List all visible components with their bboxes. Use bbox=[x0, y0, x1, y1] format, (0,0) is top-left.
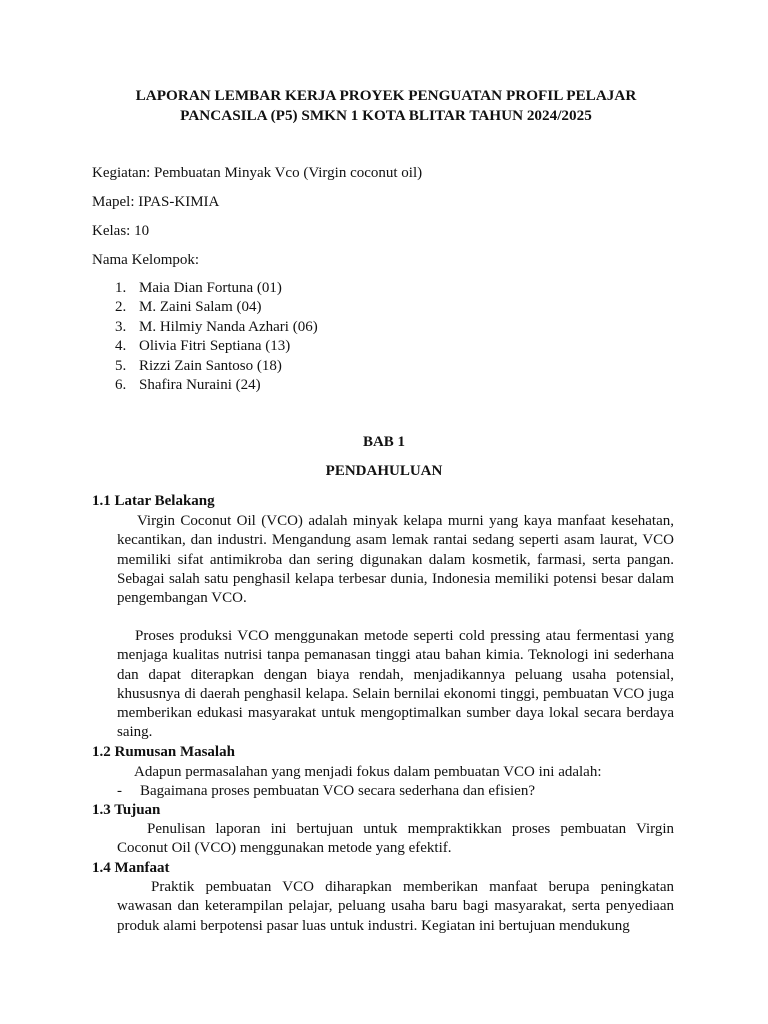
list-item: 2. M. Zaini Salam (04) bbox=[115, 299, 262, 316]
member-name: Maia Dian Fortuna (01) bbox=[139, 280, 282, 296]
report-title-line-1: LAPORAN LEMBAR KERJA PROYEK PENGUATAN PROFIL PELAJAR bbox=[135, 87, 637, 104]
member-name: M. Zaini Salam (04) bbox=[139, 299, 262, 316]
report-title bbox=[92, 86, 680, 126]
rumusan-bullet: Bagaimana proses pembuatan VCO secara sederhana dan efisien? bbox=[140, 783, 535, 799]
paragraph-latar-belakang-2: Proses produksi VCO menggunakan metode seperti cold pressing atau fermentasi yang menjaga kualitas nutrisi tanpa pemanasan tinggi atau bahan kimia. Teknologi ini sederhana dan dapat diterapkan dengan biaya rendah, menjadikannya peluang usaha potensial, khususnya di daerah penghasil kelapa. Selain bernilai ekonomi tinggi, pembuatan VCO juga memberikan edukasi masyarakat untuk mengoptimalkan sumber daya lokal secara berdaya saing. bbox=[117, 628, 674, 741]
member-name: M. Hilmiy Nanda Azhari (06) bbox=[139, 318, 318, 335]
section-heading-1-3: 1.3 Tujuan bbox=[92, 802, 161, 818]
paragraph-latar-belakang-1: Virgin Coconut Oil (VCO) adalah minyak kelapa murni yang kaya manfaat kesehatan, kecantikan, dan industri. Mengandung asam lemak rantai sedang seperti asam laurat, VCO memiliki sifat antimikroba dan sering digunakan dalam kosmetik, farmasi, serta pangan. Sebagai salah satu penghasil kelapa terbesar dunia, Indonesia memiliki potensi besar dalam pengembangan VCO. bbox=[117, 513, 674, 607]
section-heading-1-2: 1.2 Rumusan Masalah bbox=[92, 744, 235, 760]
mapel-field: Mapel: IPAS-KIMIA bbox=[92, 194, 220, 210]
list-item: 4. Olivia Fitri Septiana (13) bbox=[115, 338, 291, 355]
chapter-number: BAB 1 bbox=[362, 434, 406, 450]
member-name: Rizzi Zain Santoso (18) bbox=[139, 357, 282, 374]
kegiatan-field: Kegiatan: Pembuatan Minyak Vco (Virgin coconut oil) bbox=[92, 165, 423, 181]
section-heading-1-1: 1.1 Latar Belakang bbox=[92, 493, 215, 509]
section-heading-1-4: 1.4 Manfaat bbox=[92, 860, 170, 876]
list-item: 3. M. Hilmiy Nanda Azhari (06) bbox=[115, 318, 318, 335]
list-item: 1. Maia Dian Fortuna (01) bbox=[115, 280, 282, 296]
paragraph-manfaat: Praktik pembuatan VCO diharapkan memberikan manfaat berupa peningkatan wawasan dan keterampilan pelajar, peluang usaha baru bagi masyarakat, serta penyediaan produk alami berpotensi pasar luas untuk industri. Kegiatan ini bertujuan mendukung bbox=[117, 879, 674, 934]
member-list bbox=[115, 279, 318, 395]
rumusan-intro: Adapun permasalahan yang menjadi fokus dalam pembuatan VCO ini adalah: bbox=[134, 764, 602, 780]
member-name: Shafira Nuraini (24) bbox=[139, 376, 261, 393]
member-name: Olivia Fitri Septiana (13) bbox=[139, 338, 291, 355]
report-title-line-2: PANCASILA (P5) SMKN 1 KOTA BLITAR TAHUN 2024/2025 bbox=[180, 107, 592, 124]
nama-kelompok-label: Nama Kelompok: bbox=[92, 252, 200, 268]
bullet-mark: - bbox=[117, 783, 122, 799]
paragraph-tujuan: Penulisan laporan ini bertujuan untuk mempraktikkan proses pembuatan Virgin Coconut Oil (VCO) menggunakan metode yang efektif. bbox=[117, 821, 674, 857]
chapter-title: PENDAHULUAN bbox=[325, 463, 443, 479]
list-item: 6. Shafira Nuraini (24) bbox=[115, 376, 261, 393]
list-item: 5. Rizzi Zain Santoso (18) bbox=[115, 357, 282, 374]
kelas-field: Kelas: 10 bbox=[92, 223, 150, 239]
